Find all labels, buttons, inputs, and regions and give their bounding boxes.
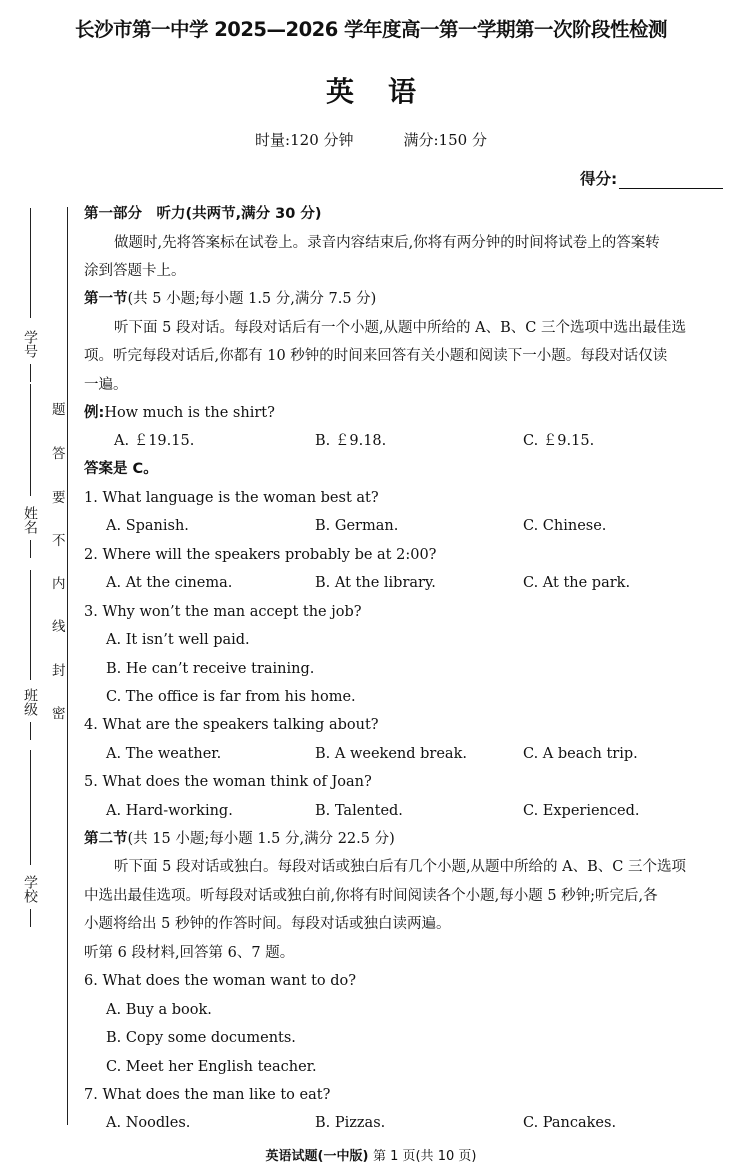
class-blank[interactable] [30,570,31,680]
option: A. Spanish. [106,518,189,534]
option: C. Pancakes. [523,1115,617,1131]
seal-char: 题 [52,402,66,418]
question: 6. What does the woman want to do? [84,973,357,989]
student-id-label: 学号 [22,330,38,358]
option: C. The office is far from his home. [106,689,356,705]
option: A. It isn’t well paid. [106,632,250,648]
seal-char: 内 [52,576,66,592]
option: C. A beach trip. [523,746,638,762]
question: 7. What does the man like to eat? [84,1087,331,1103]
example-option: C. ￡9.15. [523,433,595,449]
seal-char: 密 [52,706,66,722]
example-option: A. ￡19.15. [114,433,195,449]
question: 3. Why won’t the man accept the job? [84,604,362,620]
option: B. A weekend break. [315,746,467,762]
full-score: 满分:150 分 [403,131,487,149]
question: 2. Where will the speakers probably be at 2:00? [84,547,437,563]
student-id-blank[interactable] [30,208,31,318]
section1-instruction: 项。听完每段对话后,你都有 10 秒钟的时间来回答有关小题和阅读下一小题。每段对话仅读 [84,348,668,364]
time-limit: 时量:120 分钟 [255,131,354,149]
binding-line [67,207,68,1125]
seal-char: 封 [52,663,66,679]
option: B. At the library. [315,575,436,591]
school-label: 学校 [22,875,38,903]
page-footer [0,1145,742,1164]
question: 1. What language is the woman best at? [84,490,379,506]
footer-subject: 英语试题(一中版) [265,1149,369,1164]
section2-title: 第二节 [84,831,128,847]
class-label: 班级 [22,688,38,716]
option: B. Pizzas. [315,1115,386,1131]
option: B. He can’t receive training. [106,661,315,677]
section2-instruction: 小题将给出 5 秒钟的作答时间。每段对话或独白读两遍。 [84,916,451,932]
student-id-field [20,208,40,382]
part1-heading: 第一部分 听力(共两节,满分 30 分) [84,206,322,222]
part1-instruction: 涂到答题卡上。 [84,263,186,279]
exam-title: 长沙市第一中学 2025—2026 学年度高一第一学期第一次阶段性检测 [74,18,668,41]
example-text: How much is the shirt? [104,405,275,421]
example-answer: 答案是 C。 [84,461,158,477]
section2-detail: (共 15 小题;每小题 1.5 分,满分 22.5 分) [127,831,395,847]
example-question [84,403,275,423]
seal-char: 线 [52,619,66,635]
seal-char: 不 [52,533,66,549]
example-option: B. ￡9.18. [315,433,387,449]
option: C. Experienced. [523,803,640,819]
class-field [20,570,40,740]
option: B. Copy some documents. [106,1030,296,1046]
score-blank[interactable] [619,172,723,189]
section1-detail: (共 5 小题;每小题 1.5 分,满分 7.5 分) [127,291,377,307]
school-field [20,750,40,927]
option: C. Meet her English teacher. [106,1059,317,1075]
question: 5. What does the woman think of Joan? [84,774,372,790]
name-blank[interactable] [30,384,31,496]
exam-meta [0,129,742,150]
section1-instruction: 一遍。 [84,377,128,393]
name-label: 姓名 [22,506,38,534]
part1-instruction: 做题时,先将答案标在试卷上。录音内容结束后,你将有两分钟的时间将试卷上的答案转 [114,235,660,251]
option: A. At the cinema. [106,575,233,591]
seal-char: 要 [52,490,66,506]
material-intro: 听第 6 段材料,回答第 6、7 题。 [84,945,295,961]
section2-instruction: 听下面 5 段对话或独白。每段对话或独白后有几个小题,从题中所给的 A、B、C 三个选项 [114,859,686,875]
subject-title: 英语 [325,75,450,108]
name-field [20,384,40,558]
footer-page: 第 1 页(共 10 页) [372,1149,477,1164]
section1-instruction: 听下面 5 段对话。每段对话后有一个小题,从题中所给的 A、B、C 三个选项中选出最佳选 [114,320,686,336]
school-blank[interactable] [30,750,31,865]
section1-title: 第一节 [84,291,128,307]
option: A. Noodles. [106,1115,191,1131]
option: A. The weather. [106,746,222,762]
option: A. Hard-working. [106,803,233,819]
section2-heading [84,829,395,849]
seal-char: 答 [52,446,66,462]
option: A. Buy a book. [106,1002,212,1018]
section2-instruction: 中选出最佳选项。听每段对话或独白前,你将有时间阅读各个小题,每小题 5 秒钟;听完后,各 [84,888,658,904]
example-label: 例: [84,405,105,421]
option: B. German. [315,518,399,534]
option: C. At the park. [523,575,631,591]
option: B. Talented. [315,803,403,819]
section1-heading [84,289,376,309]
score-label: 得分: [580,170,618,188]
score-field [580,167,723,189]
question: 4. What are the speakers talking about? [84,717,379,733]
option: C. Chinese. [523,518,607,534]
